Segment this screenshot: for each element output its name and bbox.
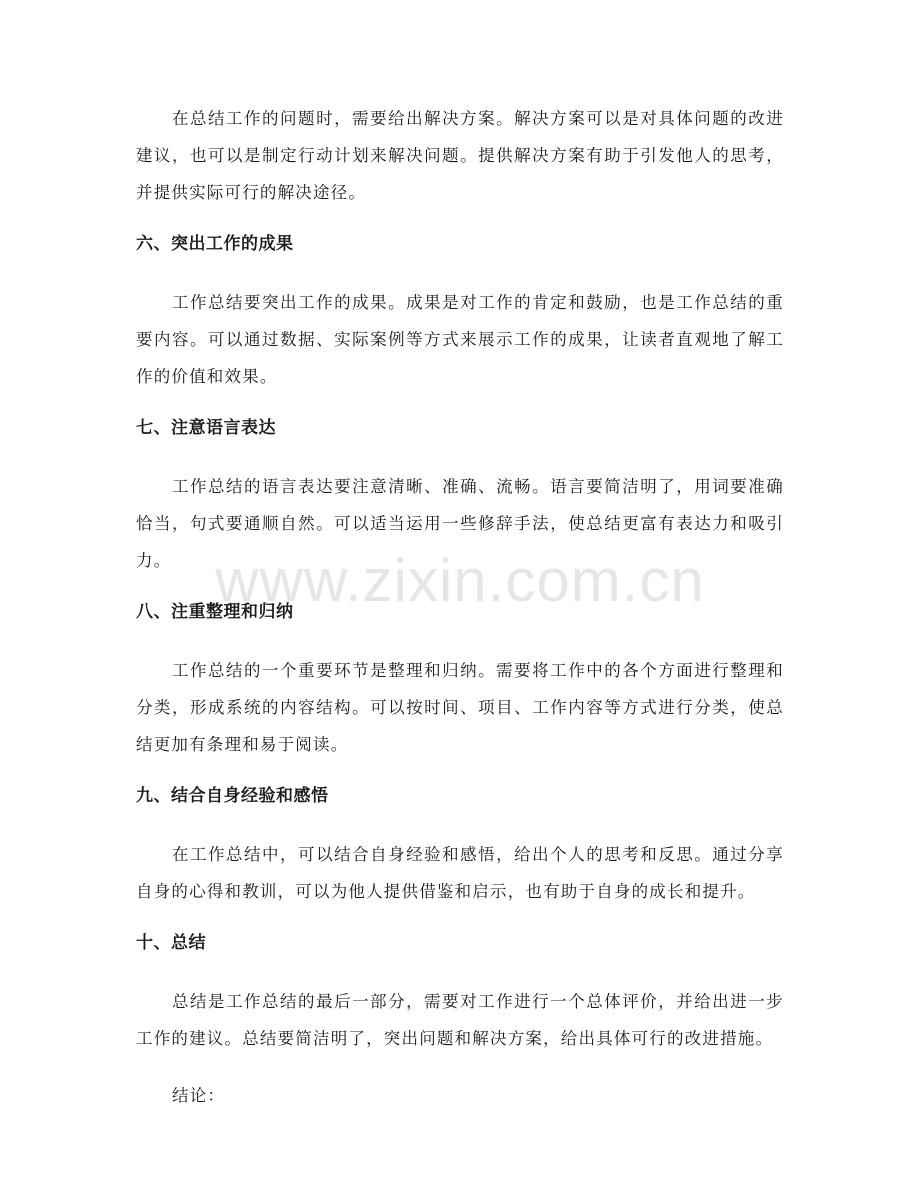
heading-section-9: 九、结合自身经验和感悟: [136, 786, 329, 806]
heading-section-7: 七、注意语言表达: [136, 418, 276, 438]
paragraph-solutions: 在总结工作的问题时，需要给出解决方案。解决方案可以是对具体问题的改进建议，也可以是制定行动计划来解决问题。提供解决方案有助于引发他人的思考，并提供实际可行的解决途径。: [136, 109, 784, 202]
paragraph-section-9: 在工作总结中，可以结合自身经验和感悟，给出个人的思考和反思。通过分享自身的心得和教训，可以为他人提供借鉴和启示，也有助于自身的成长和提升。: [136, 845, 784, 901]
paragraph-conclusion-label: 结论：: [172, 1086, 226, 1105]
paragraph-section-6: 工作总结要突出工作的成果。成果是对工作的肯定和鼓励，也是工作总结的重要内容。可以通过数据、实际案例等方式来展示工作的成果，让读者直观地了解工作的价值和效果。: [136, 293, 784, 386]
paragraph-section-8: 工作总结的一个重要环节是整理和归纳。需要将工作中的各个方面进行整理和分类，形成系统的内容结构。可以按时间、项目、工作内容等方式进行分类，使总结更加有条理和易于阅读。: [136, 661, 784, 754]
document-content: [136, 100, 784, 1114]
watermark-text: www.zixin.com.cn: [215, 547, 705, 614]
heading-section-6: 六、突出工作的成果: [136, 234, 294, 254]
heading-section-8: 八、注重整理和归纳: [136, 602, 294, 622]
paragraph-section-10: 总结是工作总结的最后一部分，需要对工作进行一个总体评价，并给出进一步工作的建议。总结要简洁明了，突出问题和解决方案，给出具体可行的改进措施。: [136, 992, 784, 1048]
paragraph-section-7: 工作总结的语言表达要注意清晰、准确、流畅。语言要简洁明了，用词要准确恰当，句式要通顺自然。可以适当运用一些修辞手法，使总结更富有表达力和吸引力。: [136, 477, 784, 570]
heading-section-10: 十、总结: [136, 933, 206, 953]
